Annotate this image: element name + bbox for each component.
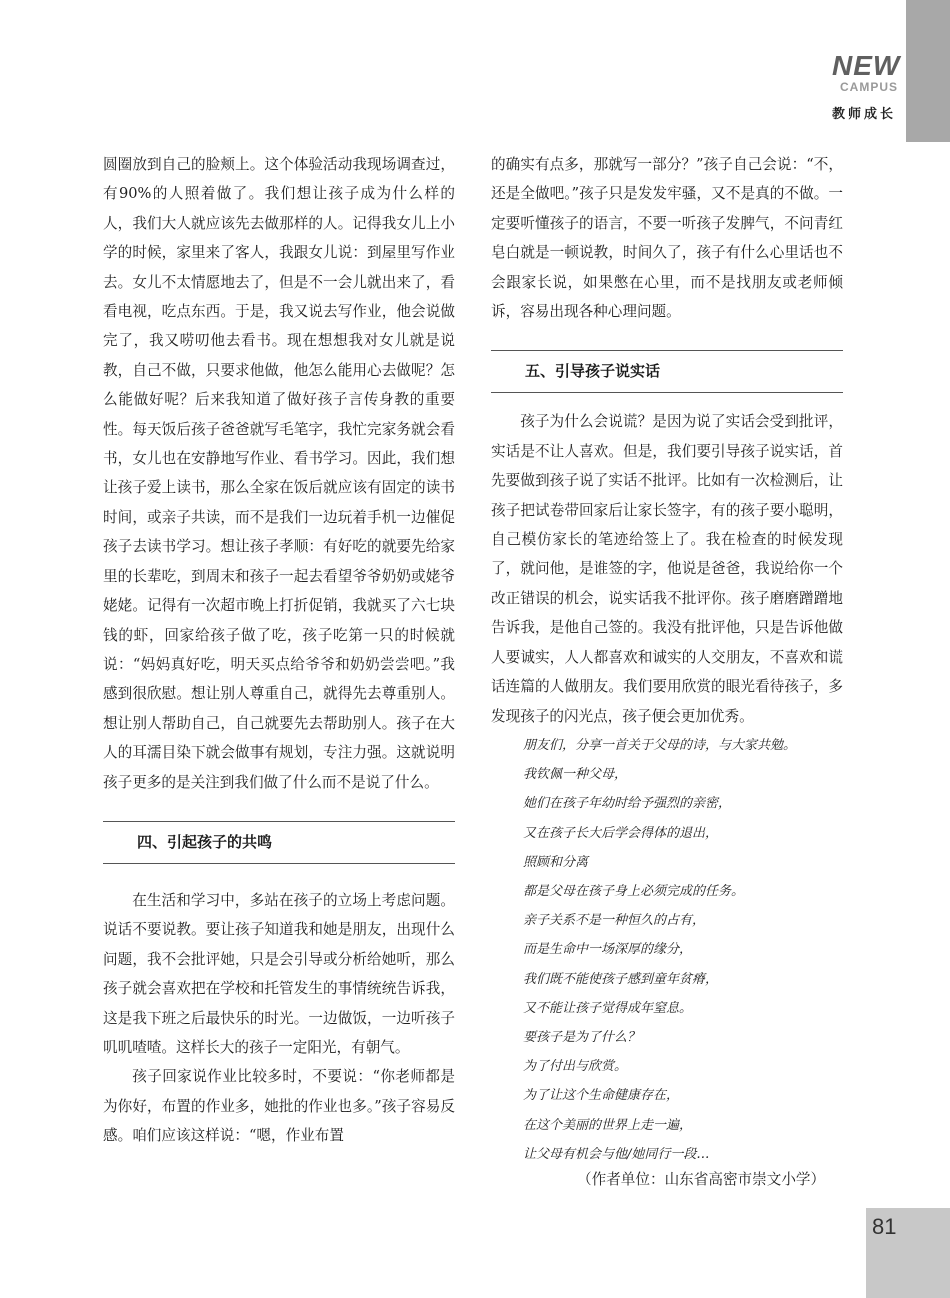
poem-line: 朋友们，分享一首关于父母的诗，与大家共勉。 xyxy=(523,737,797,753)
brand-campus: CAMPUS xyxy=(840,80,899,94)
poem-line: 在这个美丽的世界上走一遍， xyxy=(523,1117,693,1133)
right-paragraph-2: 孩子为什么会说谎？是因为说了实话会受到批评，实话是不让人喜欢。但是，我们要引导孩子说实话，首先要做到孩子说了实话不批评。比如有一次检测后，让孩子把试卷带回家后让家长签字，有的孩子要小聪明，自己模仿家长的笔迹给签上了。我在检查的时候发现了，就问他，是谁签的字，他说是爸爸，我说给你一个改正错误的机会，说实话我不批评你。孩子磨磨蹭蹭地告诉我，是他自己签的。我没有批评他，只是告诉他做人要诚实，人人都喜欢和诚实的人交朋友，不喜欢和谎话连篇的人做朋友。我们要用欣赏的眼光看待孩子，多发现孩子的闪光点，孩子便会更加优秀。 xyxy=(491,413,843,725)
right-paragraph-1: 的确实有点多，那就写一部分？”孩子自己会说：“不，还是全做吧。”孩子只是发发牢骚，又不是真的不做。一定要听懂孩子的语言，不要一听孩子发脾气，不问青红皂白就是一顿说教，时间久了，孩子有什么心里话也不会跟家长说，如果憋在心里，而不是找朋友或老师倾诉，容易出现各种心理问题。 xyxy=(491,156,843,321)
heading-section-5: 五、引导孩子说实话 xyxy=(491,350,843,393)
poem-line: 我钦佩一种父母， xyxy=(523,767,628,783)
section-label: 教师成长 xyxy=(832,106,897,121)
poem-line: 要孩子是为了什么？ xyxy=(523,1029,641,1045)
poem xyxy=(491,731,843,1169)
poem-line: 为了让这个生命健康存在， xyxy=(523,1088,680,1104)
poem-line: 她们在孩子年幼时给予强烈的亲密， xyxy=(523,796,732,812)
page-number: 81 xyxy=(872,1214,897,1239)
poem-line: 我们既不能使孩子感到童年贫瘠， xyxy=(523,971,719,987)
poem-line: 又不能让孩子觉得成年窒息。 xyxy=(523,1000,693,1016)
author-affiliation: （作者单位：山东省高密市崇文小学） xyxy=(577,1171,826,1188)
left-paragraph-2: 在生活和学习中，多站在孩子的立场上考虑问题。说话不要说教。要让孩子知道我和她是朋友，出现什么问题，我不会批评她，只是会引导或分析给她听，那么孩子就会喜欢把在学校和托管发生的事情统统告诉我，这是我下班之后最快乐的时光。一边做饭，一边听孩子叽叽喳喳。这样长大的孩子一定阳光，有朝气。 xyxy=(103,891,455,1056)
poem-line: 亲子关系不是一种恒久的占有， xyxy=(523,913,706,929)
left-paragraph-3: 孩子回家说作业比较多时，不要说：“你老师都是为你好，布置的作业多，她批的作业也多。”孩子容易反感。咱们应该这样说：“嗯，作业布置 xyxy=(103,1068,455,1145)
right-column xyxy=(491,150,843,1169)
heading-section-4: 四、引起孩子的共鸣 xyxy=(103,821,455,864)
poem-line: 为了付出与欣赏。 xyxy=(523,1059,628,1075)
left-column xyxy=(103,150,455,1151)
poem-line: 都是父母在孩子身上必须完成的任务。 xyxy=(523,883,745,899)
poem-line: 让父母有机会与他/她同行一段… xyxy=(523,1146,710,1162)
poem-line: 而是生命中一场深厚的缘分， xyxy=(523,942,693,958)
poem-line: 照顾和分离 xyxy=(523,854,589,870)
brand-new: NEW xyxy=(832,50,901,81)
side-tab-top xyxy=(906,0,950,142)
left-paragraph-1: 圆圈放到自己的脸颊上。这个体验活动我现场调查过，有90%的人照着做了。我们想让孩子成为什么样的人，我们大人就应该先去做那样的人。记得我女儿上小学的时候，家里来了客人，我跟女儿说：到屋里写作业去。女儿不太情愿地去了，但是不一会儿就出来了，看看电视，吃点东西。于是，我又说去写作业，他会说做完了，我又唠叨他去看书。现在想想我对女儿就是说教，自己不做，只要求他做，他怎么能用心去做呢？怎么能做好呢？后来我知道了做好孩子言传身教的重要性。每天饭后孩子爸爸就写毛笔字，我忙完家务就会看书，女儿也在安静地写作业、看书学习。因此，我们想让孩子爱上读书，那么全家在饭后就应该有固定的读书时间，或亲子共读，而不是我们一边玩着手机一边催促孩子去读书学习。想让孩子孝顺：有好吃的就要先给家里的长辈吃，到周末和孩子一起去看望爷爷奶奶或姥爷姥姥。记得有一次超市晚上打折促销，我就买了六七块钱的虾，回家给孩子做了吃，孩子吃第一只的时候就说：“妈妈真好吃，明天买点给爷爷和奶奶尝尝吧。”我感到很欣慰。想让别人尊重自己，就得先去尊重别人。想让别人帮助自己，自己就要先去帮助别人。孩子在大人的耳濡目染下就会做事有规划，专注力强。这就说明孩子更多的是关注到我们做了什么而不是说了什么。 xyxy=(103,156,455,791)
poem-line: 又在孩子长大后学会得体的退出， xyxy=(523,825,719,841)
